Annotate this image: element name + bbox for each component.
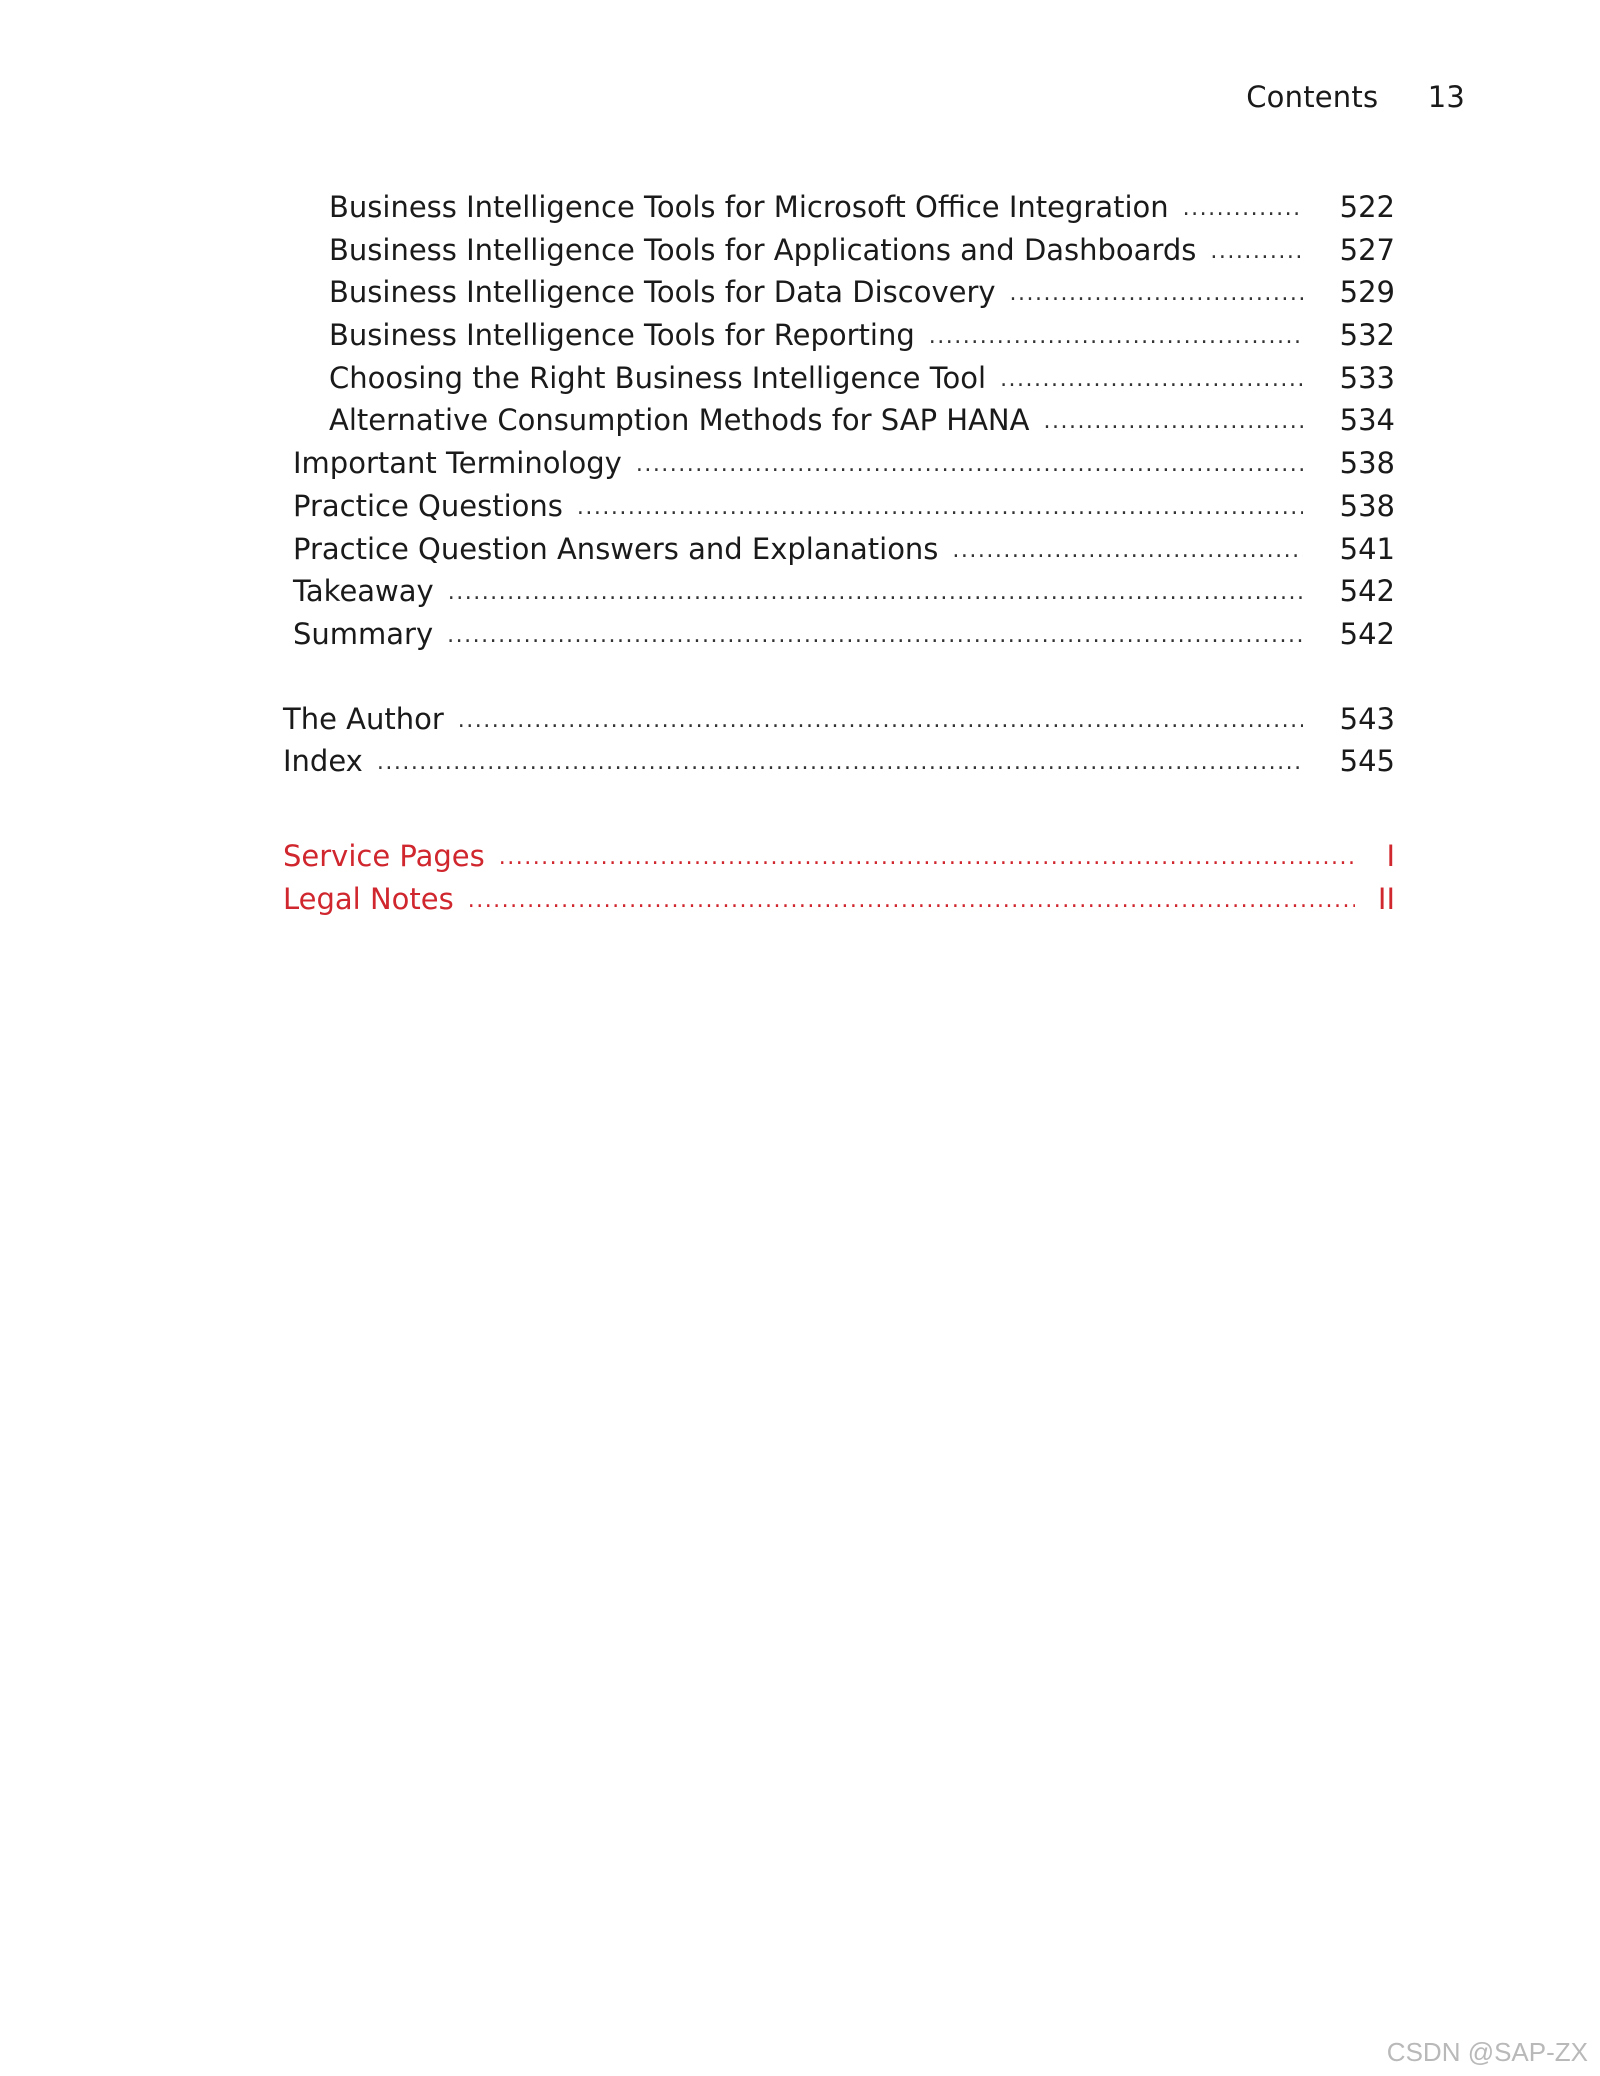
toc-entry-page: I bbox=[1386, 838, 1395, 873]
toc-entry-summary[interactable] bbox=[283, 617, 1395, 660]
toc-entry-label: Business Intelligence Tools for Data Discovery bbox=[329, 275, 996, 310]
spacer bbox=[283, 787, 1395, 839]
spacer bbox=[283, 660, 1395, 702]
toc-entry-label: Legal Notes bbox=[283, 881, 454, 916]
dot-leader bbox=[448, 580, 1303, 605]
dot-leader bbox=[1210, 239, 1303, 264]
dot-leader bbox=[1010, 281, 1303, 306]
toc-entry-page: 538 bbox=[1339, 446, 1395, 481]
toc-entry-label: Summary bbox=[293, 616, 434, 651]
toc-entry-label: Service Pages bbox=[283, 838, 485, 873]
toc-entry-the-author[interactable] bbox=[283, 702, 1395, 745]
toc-entry-label: Choosing the Right Business Intelligence Tool bbox=[329, 360, 987, 395]
header-section-title: Contents bbox=[1246, 80, 1379, 114]
toc-entry-label: Important Terminology bbox=[293, 446, 622, 481]
toc-entry-alternative-consumption[interactable] bbox=[283, 403, 1395, 446]
toc-entry-label: Practice Questions bbox=[293, 488, 563, 523]
toc-entry-page: 538 bbox=[1339, 488, 1395, 523]
toc-entry-choosing-bi-tool[interactable] bbox=[283, 361, 1395, 404]
toc-entry-page: 542 bbox=[1339, 574, 1395, 609]
toc-entry-bi-reporting[interactable] bbox=[283, 318, 1395, 361]
toc-entry-page: 541 bbox=[1339, 531, 1395, 566]
dot-leader bbox=[577, 495, 1303, 520]
toc-entry-page: 545 bbox=[1339, 744, 1395, 779]
toc-entry-page: 543 bbox=[1339, 701, 1395, 736]
dot-leader bbox=[1000, 367, 1303, 392]
toc-entry-label: Practice Question Answers and Explanations bbox=[293, 531, 939, 566]
toc-entry-page: 534 bbox=[1339, 403, 1395, 438]
toc-entry-important-terminology[interactable] bbox=[283, 446, 1395, 489]
toc-entry-bi-office[interactable] bbox=[283, 190, 1395, 233]
dot-leader bbox=[447, 623, 1303, 648]
dot-leader bbox=[468, 888, 1355, 913]
dot-leader bbox=[929, 324, 1303, 349]
toc-entry-bi-discovery[interactable] bbox=[283, 275, 1395, 318]
toc-entry-label: Takeaway bbox=[293, 574, 434, 609]
toc-entry-bi-dashboards[interactable] bbox=[283, 233, 1395, 276]
dot-leader bbox=[952, 538, 1303, 563]
toc-entry-label: Business Intelligence Tools for Reporting bbox=[329, 318, 915, 353]
dot-leader bbox=[636, 452, 1303, 477]
toc-entry-page: 522 bbox=[1339, 190, 1395, 224]
toc-entry-page: 529 bbox=[1339, 275, 1395, 310]
running-header bbox=[1246, 80, 1465, 114]
toc-entry-label: Index bbox=[283, 744, 363, 779]
dot-leader bbox=[1183, 196, 1303, 221]
toc-entry-legal-notes[interactable] bbox=[283, 882, 1395, 925]
dot-leader bbox=[499, 845, 1355, 870]
toc-entry-page: 532 bbox=[1339, 318, 1395, 353]
header-page-number: 13 bbox=[1427, 80, 1465, 114]
toc-entry-service-pages[interactable] bbox=[283, 839, 1395, 882]
toc-entry-label: Business Intelligence Tools for Microsoft Office Integration bbox=[329, 190, 1169, 224]
toc-entry-label: Business Intelligence Tools for Applications and Dashboards bbox=[329, 232, 1197, 267]
dot-leader bbox=[458, 708, 1303, 733]
toc-entry-practice-questions[interactable] bbox=[283, 489, 1395, 532]
toc-entry-page: II bbox=[1377, 881, 1395, 916]
toc-entry-page: 527 bbox=[1339, 232, 1395, 267]
dot-leader bbox=[1043, 409, 1303, 434]
toc-entry-page: 533 bbox=[1339, 360, 1395, 395]
toc-entry-practice-answers[interactable] bbox=[283, 532, 1395, 575]
toc-entry-label: The Author bbox=[283, 701, 444, 736]
toc-entry-takeaway[interactable] bbox=[283, 574, 1395, 617]
dot-leader bbox=[377, 750, 1303, 775]
toc-entry-label: Alternative Consumption Methods for SAP HANA bbox=[329, 403, 1030, 438]
watermark: CSDN @SAP-ZX bbox=[1386, 2037, 1588, 2067]
table-of-contents bbox=[283, 190, 1395, 924]
toc-entry-page: 542 bbox=[1339, 616, 1395, 651]
toc-entry-index[interactable] bbox=[283, 744, 1395, 787]
